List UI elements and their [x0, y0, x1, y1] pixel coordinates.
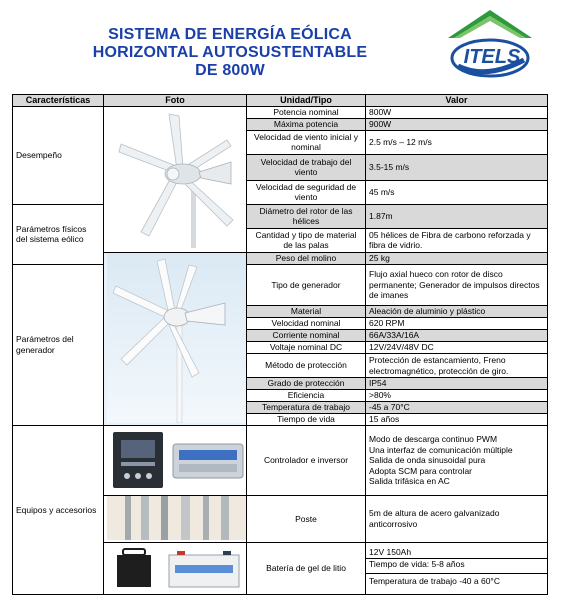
- unit-cell: Cantidad y tipo de material de las palas: [247, 228, 366, 252]
- unit-cell: Velocidad de seguridad de viento: [247, 180, 366, 204]
- steel-post-icon: [107, 496, 247, 540]
- turbine-photo-1: [104, 106, 247, 252]
- value-cell: 5m de altura de acero galvanizado anticorrosivo: [366, 495, 548, 543]
- unit-cell: Material: [247, 306, 366, 318]
- wind-turbine-icon: [107, 253, 247, 423]
- unit-cell: Corriente nominal: [247, 330, 366, 342]
- value-cell: Protección de estancamiento, Freno electromagnético, protección de giro.: [366, 354, 548, 378]
- value-cell: -45 a 70°C: [366, 402, 548, 414]
- turbine-photo-2: [104, 252, 247, 426]
- battery-value-line: Temperatura de trabajo -40 a 60°C: [369, 575, 500, 586]
- unit-cell: Velocidad nominal: [247, 318, 366, 330]
- gel-battery-icon: [107, 543, 247, 591]
- title-line-3: DE 800W: [195, 62, 265, 79]
- group-parametros-generador: Parámetros del generador: [13, 264, 104, 426]
- value-cell: 800W: [366, 106, 548, 118]
- itels-logo: [446, 8, 534, 84]
- value-cell: 900W: [366, 118, 548, 130]
- table-row: [13, 106, 548, 118]
- table-row: [13, 204, 548, 228]
- unit-cell: Método de protección: [247, 354, 366, 378]
- unit-cell: Grado de protección: [247, 378, 366, 390]
- controller-value-line: Salida de onda sinusoidal pura: [369, 455, 486, 465]
- unit-cell: Velocidad de viento inicial y nominal: [247, 130, 366, 154]
- value-cell: IP54: [366, 378, 548, 390]
- unit-cell: Tipo de generador: [247, 264, 366, 306]
- battery-value-line: Tiempo de vida: 5-8 años: [366, 559, 547, 574]
- value-cell: Flujo axial hueco con rotor de disco permanente; Generador de impulsos directos de imanes: [366, 264, 548, 306]
- header-valor: Valor: [366, 95, 548, 107]
- unit-cell: Tiempo de vida: [247, 414, 366, 426]
- value-cell: 05 hélices de Fibra de carbono reforzada y fibra de vidrio.: [366, 228, 548, 252]
- page-title: [40, 26, 420, 80]
- header-unidad: Unidad/Tipo: [247, 95, 366, 107]
- unit-cell: Máxima potencia: [247, 118, 366, 130]
- title-line-1: SISTEMA DE ENERGÍA EÓLICA: [108, 26, 352, 43]
- battery-value-line: 12V 150Ah: [366, 547, 547, 559]
- value-cell: 1.87m: [366, 204, 548, 228]
- value-cell: 45 m/s: [366, 180, 548, 204]
- group-parametros-fisicos: Parámetros físicos del sistema eólico: [13, 204, 104, 264]
- unit-cell: Temperatura de trabajo: [247, 402, 366, 414]
- table-header-row: [13, 95, 548, 107]
- value-cell: 15 años: [366, 414, 548, 426]
- unit-cell: Poste: [247, 495, 366, 543]
- house-logo-icon: [446, 8, 534, 84]
- logo-text: ITELS: [463, 46, 521, 68]
- value-cell: 620 RPM: [366, 318, 548, 330]
- battery-photo: [104, 543, 247, 595]
- header-foto: Foto: [104, 95, 247, 107]
- spec-table: [12, 94, 548, 595]
- title-line-2: HORIZONTAL AUTOSUSTENTABLE: [92, 44, 368, 61]
- wind-turbine-icon: [107, 108, 247, 248]
- value-cell: 2.5 m/s – 12 m/s: [366, 130, 548, 154]
- value-cell: >80%: [366, 390, 548, 402]
- controller-value-line: Una interfaz de comunicación múltiple: [369, 444, 513, 455]
- unit-cell: Controlador e inversor: [247, 426, 366, 496]
- unit-cell: Eficiencia: [247, 390, 366, 402]
- group-desempeno: Desempeño: [13, 106, 104, 204]
- value-cell: Aleación de aluminio y plástico: [366, 306, 548, 318]
- table-row: [13, 426, 548, 496]
- unit-cell: Peso del molino: [247, 252, 366, 264]
- value-cell: 25 kg: [366, 252, 548, 264]
- group-equipos: Equipos y accesorios: [13, 426, 104, 595]
- controller-value-line: Modo de descarga continuo PWM: [369, 434, 498, 444]
- unit-cell: Voltaje nominal DC: [247, 342, 366, 354]
- value-cell: 3.5-15 m/s: [366, 154, 548, 180]
- value-cell: 12V/24V/48V DC: [366, 342, 548, 354]
- table-row: [13, 264, 548, 306]
- header-caracteristicas: Características: [13, 95, 104, 107]
- controller-value-line: Adopta SCM para controlar: [369, 465, 472, 476]
- value-cell: [366, 426, 548, 496]
- value-cell: [366, 543, 548, 595]
- unit-cell: Diámetro del rotor de las hélices: [247, 204, 366, 228]
- controller-value-line: Salida trifásica en AC: [369, 476, 450, 486]
- unit-cell: Potencia nominal: [247, 106, 366, 118]
- value-cell: 66A/33A/16A: [366, 330, 548, 342]
- post-photo: [104, 495, 247, 543]
- controller-photo: [104, 426, 247, 496]
- controller-inverter-icon: [107, 426, 247, 492]
- unit-cell: Batería de gel de litio: [247, 543, 366, 595]
- unit-cell: Velocidad de trabajo del viento: [247, 154, 366, 180]
